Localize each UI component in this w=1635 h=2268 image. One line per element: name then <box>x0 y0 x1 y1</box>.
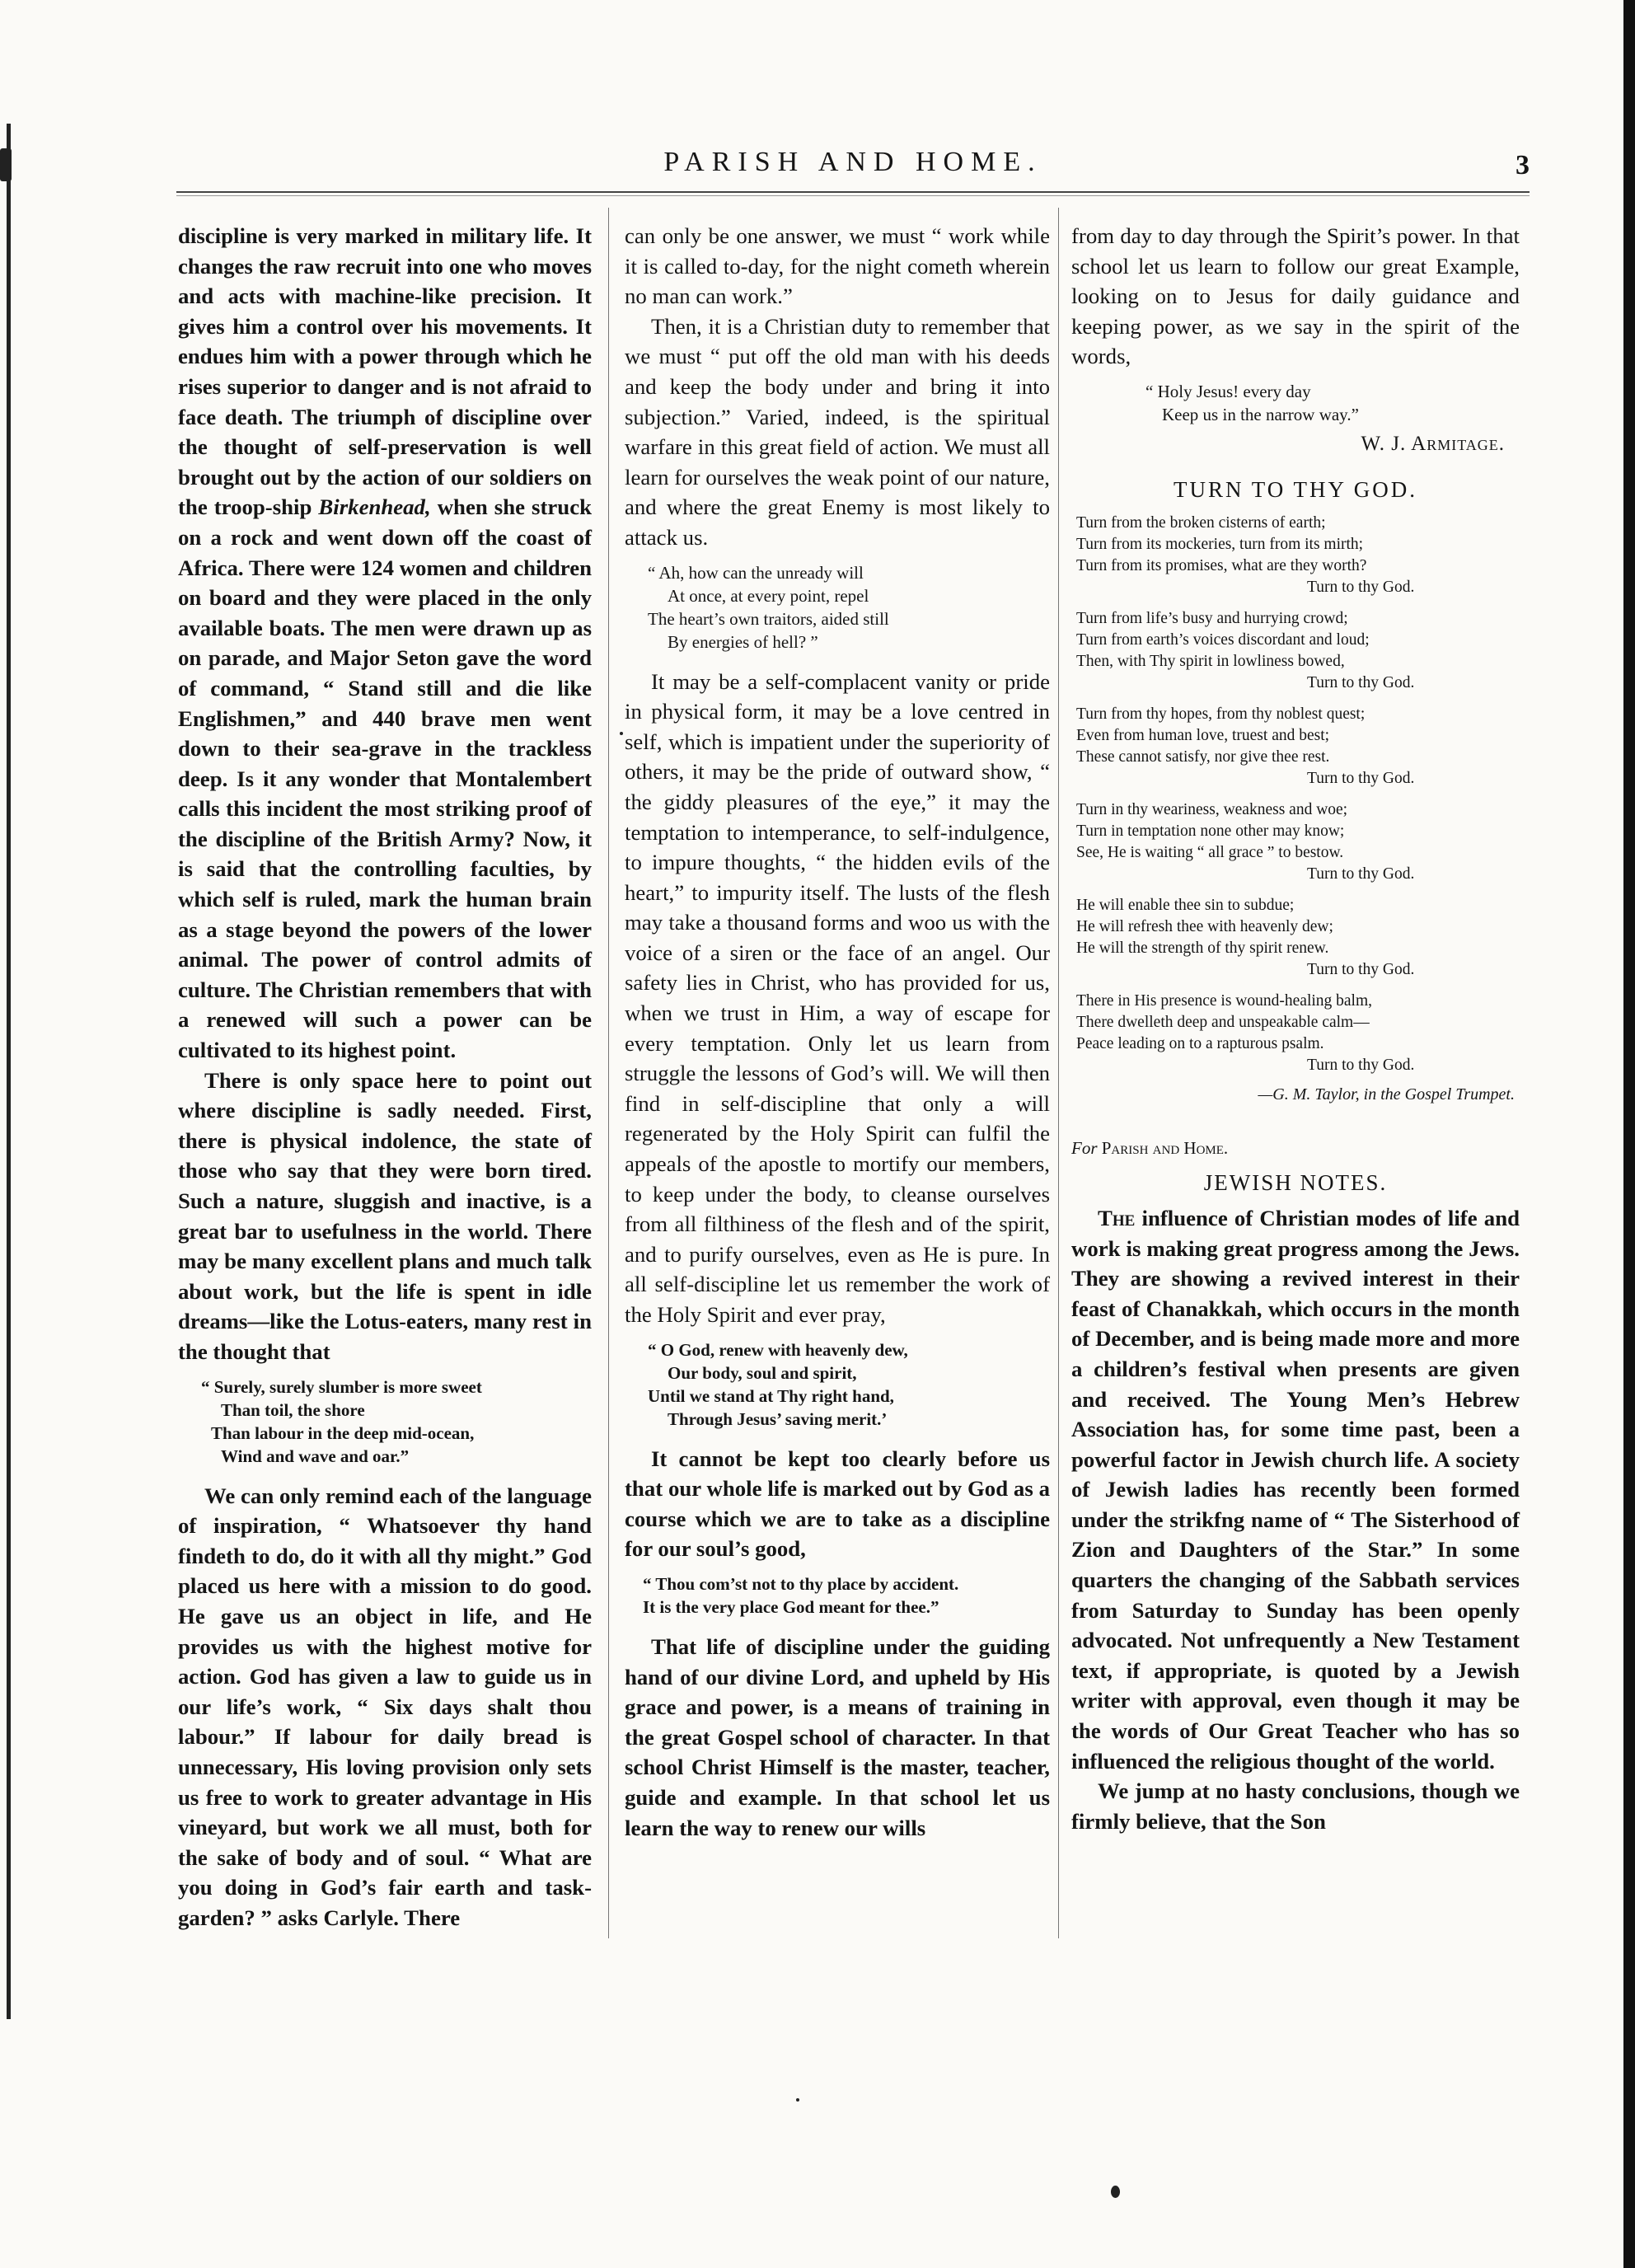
stanza-refrain: Turn to thy God. <box>1307 674 1415 692</box>
column-1 <box>178 221 592 1933</box>
stanza <box>1076 991 1520 1076</box>
stanza-refrain: Turn to thy God. <box>1307 579 1415 597</box>
col1-p1-text: discipline is very marked in military life. It changes the raw recruit into one who moves and acts with machine-like precision. It gives him a control over his movements. It endues him with a power through which he rises superior to danger and is not afraid to face death. The triumph of discipline over the thought of self-preservation is well brought out by the action of our soldiers on the troop-ship <box>178 223 592 520</box>
binding-mark <box>0 148 12 181</box>
notes-p1-text: influence of Christian modes of life and work is making great progress among the Jews. They are showing a revived interest in their feast of Chanakkah, which occurs in the month of December, and is being made more and more a children’s festival when presents are given and received. The Young Men’s Hebrew Association has, for some time past, been a powerful factor in Jewish church life. A society of Jewish ladies has recently been formed under the strikfng name of “ The Sisterhood of Zion and Daughters of the Star.” In some quarters the changing of the Sabbath services from Saturday to Sunday has been openly advocated. Not unfrequently a New Testament text, if appropriate, is quoted by a Jewish writer with approval, even though it may be the words of Our Great Teacher who has so influenced the religious thought of the world. <box>1071 1205 1520 1774</box>
col1-p1-rest: when she struck on a rock and went down off the coast of Africa. There were 124 women and children on board and they were placed in the only available boats. The men were drawn up as on parade, and Major Seton gave the word of command, “ Stand still and die like Englishmen,” and 440 brave men went down to their sea-grave in the trackless deep. Is it any wonder that Montalembert calls this incident the most striking proof of the discipline of the British Army? Now, it is said that the controlling faculties, by which self is ruled, mark the human brain as a stage beyond the powers of the lower animal. The power of control admits of culture. The Christian remembers that with a renewed will such a power can be cultivated to its highest point. <box>178 494 592 1063</box>
stanza-line: Turn from life’s busy and hurrying crowd; <box>1076 610 1348 628</box>
col3-paragraph-1: from day to day through the Spirit’s power. In that school let us learn to follow our great Example, looking on to Jesus for daily guidance and keeping power, as we say in the spirit of the words, <box>1071 223 1520 369</box>
for-line <box>1071 1133 1520 1164</box>
song-title: TURN TO THY GOD. <box>1173 476 1417 502</box>
ink-speck <box>620 732 623 735</box>
poem-line: Through Jesus’ saving merit.’ <box>668 1408 888 1429</box>
col2-paragraph-3 <box>625 667 1050 1330</box>
col1-paragraph-3: We can only remind each of the language of inspiration, “ Whatsoever thy hand findeth to do, do it with all thy might.” God placed us here with a mission to do good. He gave us an object in life, and He provides us with the highest motive for action. God has given a law to guide us in our life’s work, “ Six days shalt thou labour.” If labour for daily bread is unnecessary, His loving provision only sets us free to work to greater advantage in His vineyard, but work we all must, both for the sake of body and of soul. “ What are you doing in God’s fair earth and task-garden? ” asks Carlyle. There <box>178 1483 592 1930</box>
stanza-line: Peace leading on to a rapturous psalm. <box>1076 1035 1324 1053</box>
stanza-line: Turn from its mockeries, turn from its mirth; <box>1076 536 1364 554</box>
stanza-line: Turn in temptation none other may know; <box>1076 822 1345 841</box>
poem-line: Than labour in the deep mid-ocean, <box>211 1422 475 1443</box>
notes-paragraph-2: We jump at no hasty conclusions, though we firmly believe, that the Son <box>1071 1778 1520 1834</box>
stanza <box>1076 608 1520 694</box>
col3-poem <box>1145 380 1520 426</box>
poem-attribution: —G. M. Taylor, in the Gospel Trumpet. <box>1258 1085 1515 1104</box>
stanza <box>1076 895 1520 981</box>
poem-line: Wind and wave and oar.” <box>221 1446 410 1466</box>
header-rule <box>176 191 1530 196</box>
stanza-line: Turn from thy hopes, from thy noblest quest; <box>1076 705 1366 724</box>
page-edge-left <box>7 124 11 2019</box>
ink-speck <box>1111 2186 1120 2198</box>
column-3 <box>1071 221 1520 1836</box>
poem-line: “ Ah, how can the unready will <box>648 562 864 583</box>
stanza-line: Turn from its promises, what are they worth? <box>1076 557 1367 575</box>
stanza-line: There dwelleth deep and unspeakable calm— <box>1076 1014 1370 1032</box>
ship-name: Birkenhead, <box>318 494 431 520</box>
column-divider-2 <box>1058 208 1059 1938</box>
poem-line: At once, at every point, repel <box>668 585 869 606</box>
stanza-line: He will the strength of thy spirit renew. <box>1076 940 1329 958</box>
col2-paragraph-4: It cannot be kept too clearly before us that our whole life is marked out by God as a course which we are to take as a discipline for our soul’s good, <box>625 1446 1050 1562</box>
poem-line: “ Holy Jesus! every day <box>1145 381 1311 401</box>
stanza-line: Turn from the broken cisterns of earth; <box>1076 514 1326 532</box>
notes-lead: The <box>1098 1205 1136 1230</box>
col2-poem-3 <box>643 1572 1050 1619</box>
stanza <box>1076 513 1520 598</box>
poem-line: Our body, soul and spirit, <box>668 1362 857 1383</box>
page-title: PARISH AND HOME. <box>663 147 1042 177</box>
stanza-line: Turn in thy weariness, weakness and woe; <box>1076 801 1348 819</box>
col1-paragraph-2: There is only space here to point out where discipline is sadly needed. First, there is physical indolence, the state of those who say that they were born tired. Such a nature, sluggish and inactive, is a great bar to usefulness in the world. There may be many excellent plans and much talk about work, but the life is spent in idle dreams—like the Lotus-eaters, many rest in the thought that <box>178 1067 592 1364</box>
stanza-line: He will refresh thee with heavenly dew; <box>1076 918 1333 936</box>
col2-poem-2 <box>648 1338 1050 1431</box>
stanza-line: See, He is waiting “ all grace ” to bestow. <box>1076 844 1344 862</box>
column-2 <box>625 221 1050 1843</box>
poem-line: Than toil, the shore <box>221 1399 365 1420</box>
col2-poem-1 <box>648 561 1050 654</box>
notes-title: JEWISH NOTES. <box>1203 1170 1388 1196</box>
stanza-line: Even from human love, truest and best; <box>1076 727 1330 745</box>
poem-line: By energies of hell? ” <box>668 631 818 652</box>
poem-line: Keep us in the narrow way.” <box>1162 404 1359 424</box>
page-number: 3 <box>1516 150 1530 180</box>
stanza-refrain: Turn to thy God. <box>1307 770 1415 788</box>
for-prefix: For <box>1071 1137 1098 1158</box>
col1-paragraph-1 <box>178 221 592 1066</box>
col1-poem <box>201 1375 592 1468</box>
ink-speck <box>796 2098 799 2102</box>
stanza-line: Turn from earth’s voices discordant and loud; <box>1076 631 1370 649</box>
poem-line: “ Thou com’st not to thy place by accident. <box>643 1573 959 1594</box>
stanza-refrain: Turn to thy God. <box>1307 1057 1415 1075</box>
poem-line: The heart’s own traitors, aided still <box>648 608 889 629</box>
stanza <box>1076 799 1520 885</box>
col2-p3-text: It may be a self-complacent vanity or pride in physical form, it may be a love centred in self, which is impatient under the superiority of others, it may be the pride of outward show, “ the giddy pleasures of the eye,” it may the temptation to intemperance, to self-indulgence, to impure thoughts, “ the hidden evils of the heart,” to impurity itself. The lusts of the flesh may take a thousand forms and woo us with the voice of a siren or the face of an angel. Our safety lies in Christ, who has provided for us, when we trust in Him, a way of escape for every temptation. Only let us learn from struggle the lessons of God’s will. We will then find in self-discipline that only a will regenerated by the Holy Spirit can fulfil the appeals of the apostle to mortify our members, to keep under the body, to cleanse ourselves from all filthiness of the flesh and of the spirit, and to purify ourselves, even as He is pure. In all self-discipline let us remember the work of the Holy Spirit and ever pray, <box>625 668 1050 1327</box>
stanza-line: There in His presence is wound-healing balm, <box>1076 992 1373 1010</box>
page-header <box>176 147 1530 188</box>
poem-line: “ O God, renew with heavenly dew, <box>648 1339 908 1360</box>
stanza-line: He will enable thee sin to subdue; <box>1076 897 1295 915</box>
page-edge-right <box>1623 0 1635 2268</box>
poem-line: Until we stand at Thy right hand, <box>648 1385 894 1406</box>
poem-line: It is the very place God meant for thee.” <box>643 1596 939 1617</box>
notes-paragraph-1 <box>1071 1203 1520 1776</box>
stanza-refrain: Turn to thy God. <box>1307 961 1415 979</box>
poem-line: “ Surely, surely slumber is more sweet <box>201 1376 482 1397</box>
for-name: Parish and Home. <box>1101 1137 1229 1158</box>
signature: W. J. Armitage. <box>1361 432 1505 455</box>
stanza-line: Then, with Thy spirit in lowliness bowed, <box>1076 653 1345 671</box>
stanza <box>1076 704 1520 790</box>
column-divider-1 <box>608 208 609 1938</box>
col2-paragraph-1: can only be one answer, we must “ work while it is called to-day, for the night cometh wherein no man can work.” <box>625 223 1050 309</box>
stanza-refrain: Turn to thy God. <box>1307 865 1415 883</box>
col2-paragraph-2: Then, it is a Christian duty to remember that we must “ put off the old man with his deeds and keep the body under and bring it into subjection.” Varied, indeed, is the spiritual warfare in this great field of action. We must all learn for ourselves the weak point of our nature, and where the great Enemy is most likely to attack us. <box>625 313 1050 550</box>
col2-paragraph-5: That life of discipline under the guiding hand of our divine Lord, and upheld by His grace and power, is a means of training in the great Gospel school of character. In that school Christ Himself is the master, teacher, guide and example. In that school let us learn the way to renew our wills <box>625 1633 1050 1840</box>
stanza-line: These cannot satisfy, nor give thee rest. <box>1076 748 1330 766</box>
